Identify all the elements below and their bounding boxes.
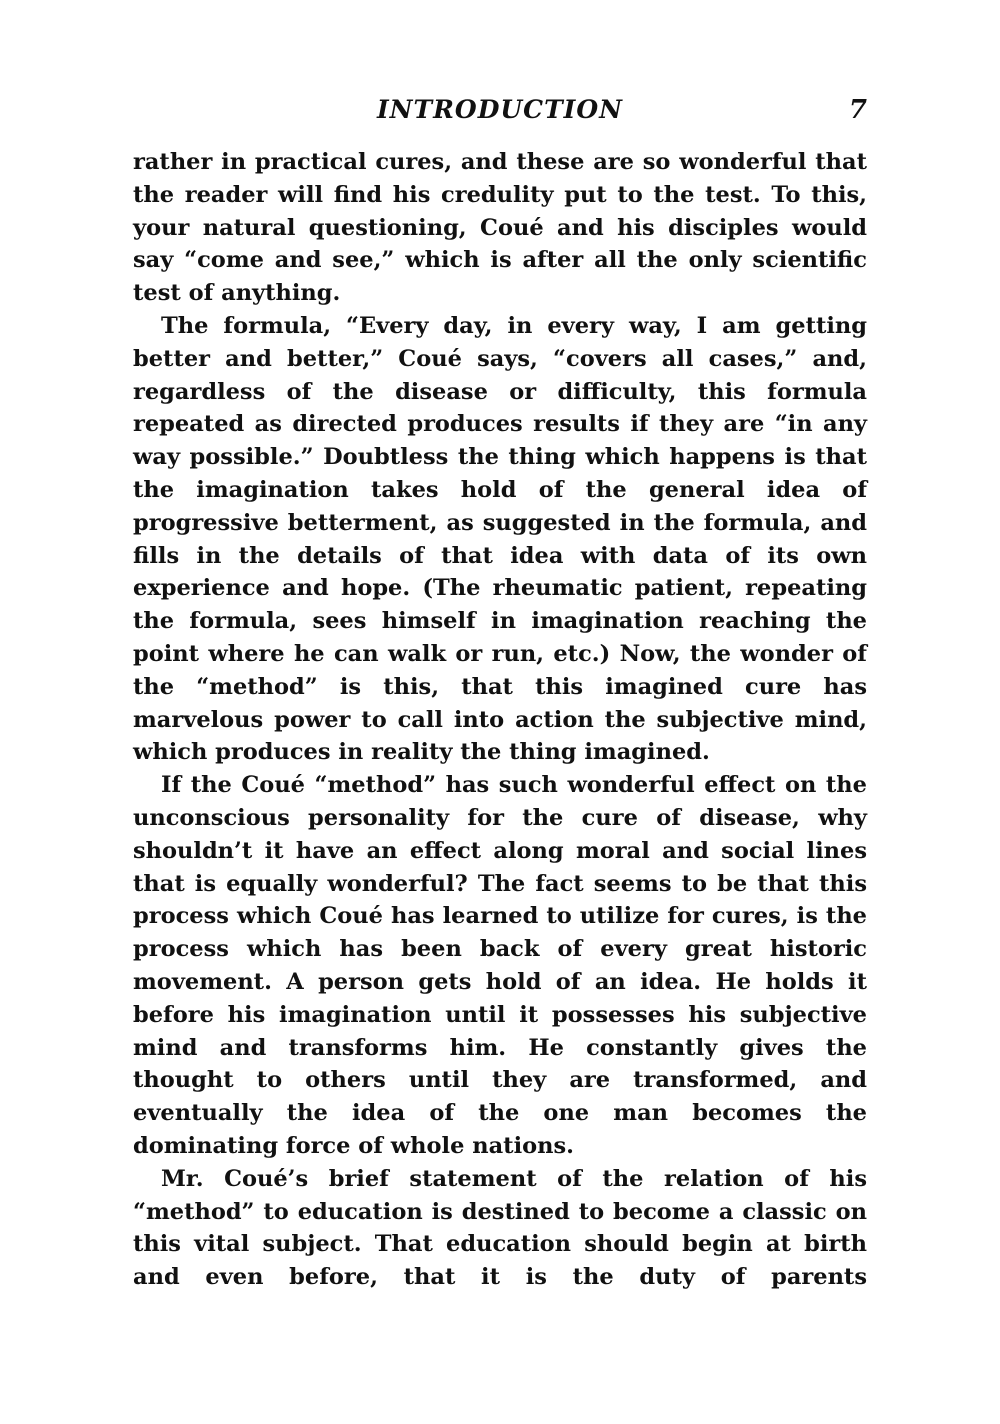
body-text xyxy=(133,146,867,1294)
paragraph-3: If the Coué “method” has such wonderful effect on the unconscious personality for the cure of disease, why shouldn’t it have an effect along moral and social lines that is equally wonderful? The fact seems to be that this process which Coué has learned to utilize for cures, is the process which has been back of every great historic movement. A person gets hold of an idea. He holds it before his imagination until it possesses his subjective mind and transforms him. He constantly gives the thought to others until they are transformed, and eventually the idea of the one man becomes the dominating force of whole nations. xyxy=(133,772,867,1159)
chapter-title: INTRODUCTION xyxy=(376,95,623,124)
page-number: 7 xyxy=(848,95,867,125)
book-page xyxy=(133,92,867,1294)
paragraph-1: rather in practical cures, and these are so wonderful that the reader will find his credulity put to the test. To this, your natural questioning, Coué and his disciples would say “come and see,” which is after all the only scientific test of anything. xyxy=(133,149,867,307)
paragraph-4: Mr. Coué’s brief statement of the relation of his “method” to education is destined to become a classic on this vital subject. That education should begin at birth and even before, that it is the duty of parents xyxy=(133,1165,867,1291)
paragraph-2: The formula, “Every day, in every way, I am getting better and better,” Coué says, “covers all cases,” and, regardless of the disease or difficulty, this formula repeated as directed produces results if they are “in any way possible.” Doubtless the thing which happens is that the imagination takes hold of the general idea of progressive betterment, as suggested in the formula, and fills in the details of that idea with data of its own experience and hope. (The rheumatic patient, repeating the formula, sees himself in imagination reaching the point where he can walk or run, etc.) Now, the wonder of the “method” is this, that this imagined cure has marvelous power to call into action the subjective mind, which produces in reality the thing imagined. xyxy=(133,312,867,766)
running-header xyxy=(133,92,867,132)
